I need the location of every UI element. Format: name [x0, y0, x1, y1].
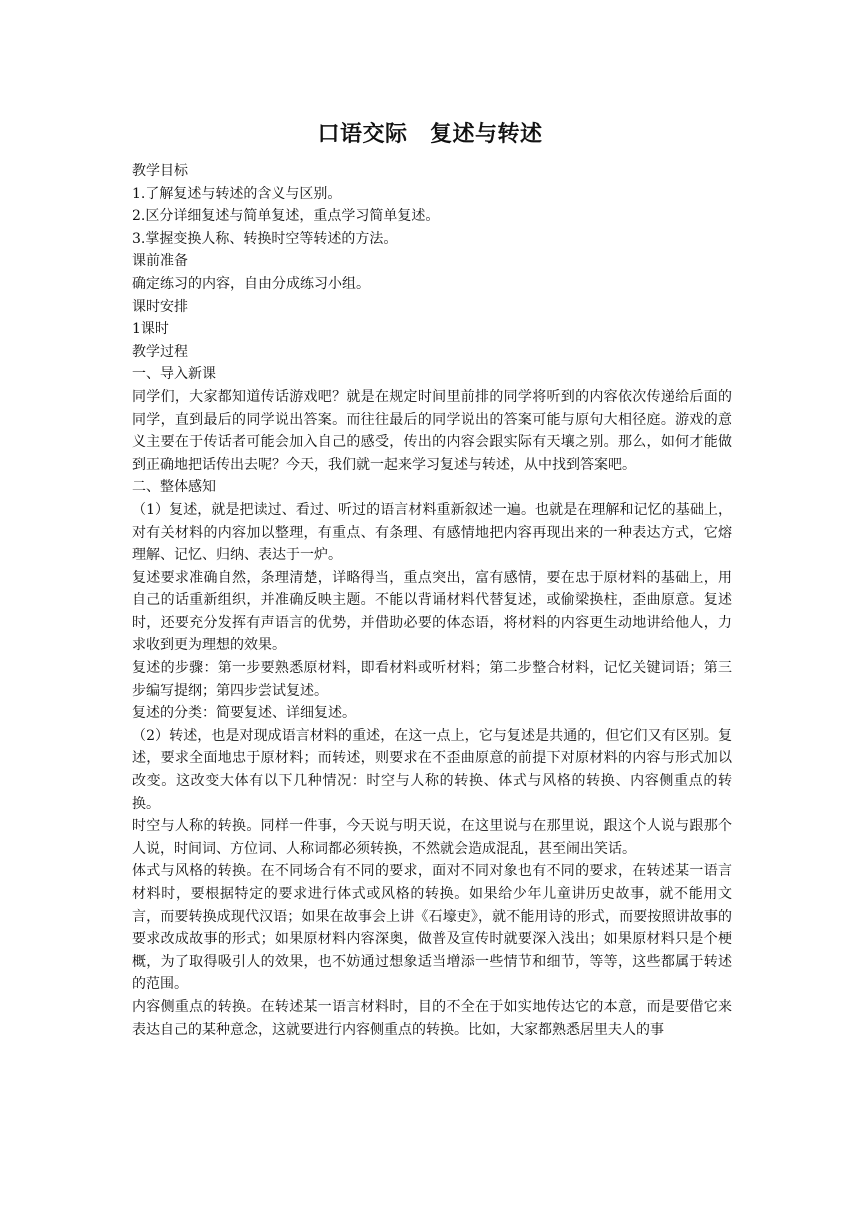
section-heading-intro: 一、导入新课 [132, 366, 216, 383]
heading-schedule: 课时安排 [132, 298, 188, 315]
document-body [132, 160, 732, 1041]
heading-teaching-goals: 教学目标 [132, 163, 188, 179]
paragraph-focus-conversion: 内容侧重点的转换。在转述某一语言材料时，目的不全在于如实地传达它的本意，而是要借它来表达自己的某种意念，这就要进行内容侧重点的转换。比如，大家都熟悉居里夫人的事 [132, 998, 732, 1038]
paragraph-retelling-requirements: 复述要求准确自然，条理清楚，详略得当，重点突出，富有感情，要在忠于原材料的基础上，用自己的话重新组织，并准确反映主题。不能以背诵材料代替复述，或偷梁换柱，歪曲原意。复述时，还要充分发挥有声语言的优势，并借助必要的体态语，将材料的内容更生动地讲给他人，力求收到更为理想的效果。 [132, 569, 732, 654]
goal-item: 1.了解复述与转述的含义与区别。 [132, 185, 342, 202]
preparation-text: 确定练习的内容，自由分成练习小组。 [132, 275, 370, 292]
goal-item: 3.掌握变换人称、转换时空等转述的方法。 [132, 230, 398, 247]
section-heading-overview: 二、整体感知 [132, 479, 216, 496]
paragraph-style-conversion: 体式与风格的转换。在不同场合有不同的要求，面对不同对象也有不同的要求，在转述某一语言材料时，要根据特定的要求进行体式或风格的转换。如果给少年儿童讲历史故事，就不能用文言，而要转换成现代汉语；如果在故事会上讲《石壕吏》，就不能用诗的形式，而要按照讲故事的要求改成故事的形式；如果原材料内容深奥，做普及宣传时就要深入浅出；如果原材料只是个梗概，为了取得吸引人的效果，也不妨通过想象适当增添一些情节和细节，等等，这些都属于转述的范围。 [132, 863, 732, 993]
paragraph-relaying-definition: （2）转述，也是对现成语言材料的重述，在这一点上，它与复述是共通的，但它们又有区别。复述，要求全面地忠于原材料；而转述，则要求在不歪曲原意的前提下对原材料的内容与形式加以改变。这改变大体有以下几种情况：时空与人称的转换、体式与风格的转换、内容侧重点的转换。 [132, 727, 732, 812]
document-title: 口语交际 复述与转述 [317, 121, 543, 147]
schedule-text: 1课时 [132, 321, 169, 338]
heading-preparation: 课前准备 [132, 253, 188, 270]
intro-paragraph: 同学们，大家都知道传话游戏吧？就是在规定时间里前排的同学将听到的内容依次传递给后面的同学，直到最后的同学说出答案。而往往最后的同学说出的答案可能与原句大相径庭。游戏的意义主要在于传话者可能会加入自己的感受，传出的内容会跟实际有天壤之别。那么，如何才能做到正确地把话传出去呢？今天，我们就一起来学习复述与转述，从中找到答案吧。 [132, 388, 732, 473]
goal-item: 2.区分详细复述与简单复述，重点学习简单复述。 [132, 208, 440, 225]
paragraph-time-person-conversion: 时空与人称的转换。同样一件事，今天说与明天说，在这里说与在那里说，跟这个人说与跟那个人说，时间词、方位词、人称词都必须转换，不然就会造成混乱，甚至闹出笑话。 [132, 818, 732, 857]
paragraph-retelling-definition: （1）复述，就是把读过、看过、听过的语言材料重新叙述一遍。也就是在理解和记忆的基础上，对有关材料的内容加以整理，有重点、有条理、有感情地把内容再现出来的一种表达方式，它熔理解、记忆、归纳、表达于一炉。 [132, 501, 732, 564]
paragraph-retelling-types: 复述的分类：简要复述、详细复述。 [132, 705, 356, 722]
paragraph-retelling-steps: 复述的步骤：第一步要熟悉原材料，即看材料或听材料；第二步整合材料，记忆关键词语；第三步编写提纲；第四步尝试复述。 [132, 660, 732, 699]
heading-process: 教学过程 [132, 343, 188, 360]
